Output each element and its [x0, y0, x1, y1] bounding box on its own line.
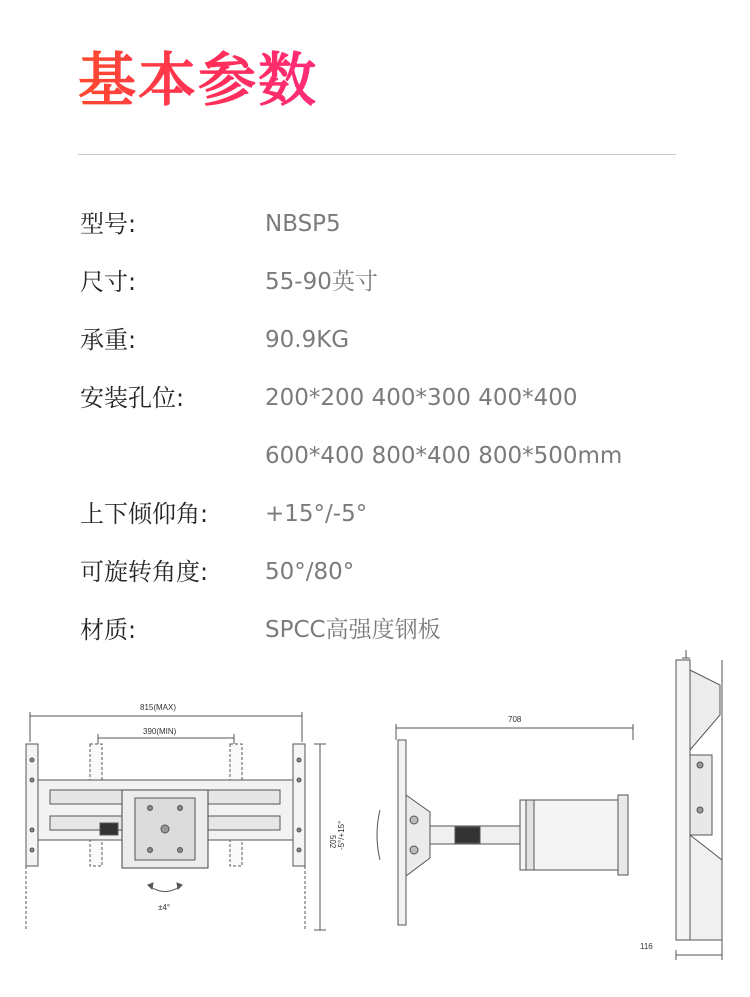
profile-depth-label: 116: [640, 942, 653, 951]
front-height-label: 502: [328, 835, 337, 849]
side-tilt-label: -5°/+15°: [337, 820, 346, 850]
technical-drawings: [0, 640, 750, 997]
spec-label-model: 型号:: [80, 210, 137, 238]
spec-label-material: 材质:: [80, 616, 137, 644]
front-view: [26, 712, 326, 930]
mount-drawing-svg: [0, 640, 750, 997]
spec-label-load: 承重:: [80, 326, 137, 354]
spec-value-rotation: 50°/80°: [265, 559, 355, 585]
spec-label-size: 尺寸:: [80, 268, 137, 296]
spec-label-vesa: 安装孔位:: [80, 384, 185, 412]
spec-value-model: NBSP5: [265, 211, 341, 237]
spec-value-vesa-line1: 200*200 400*300 400*400: [265, 385, 578, 411]
spec-value-vesa-line2: 600*400 800*400 800*500mm: [265, 443, 623, 469]
front-max-width-label: 815(MAX): [140, 703, 177, 712]
spec-value-tilt: +15°/-5°: [265, 501, 368, 527]
page-title: 基本参数: [78, 40, 318, 120]
spec-label-tilt: 上下倾仰角:: [80, 500, 209, 528]
profile-view: [676, 650, 722, 960]
front-min-width-label: 390(MIN): [143, 727, 177, 736]
spec-value-load: 90.9KG: [265, 327, 350, 353]
title-divider: [78, 154, 676, 155]
front-rotation-label: ±4°: [158, 903, 171, 912]
spec-value-size: 55-90英寸: [265, 269, 378, 295]
side-view: [377, 724, 633, 925]
spec-label-rotation: 可旋转角度:: [80, 558, 209, 586]
side-extension-label: 708: [508, 715, 522, 724]
spec-value-material: SPCC高强度钢板: [265, 617, 441, 643]
